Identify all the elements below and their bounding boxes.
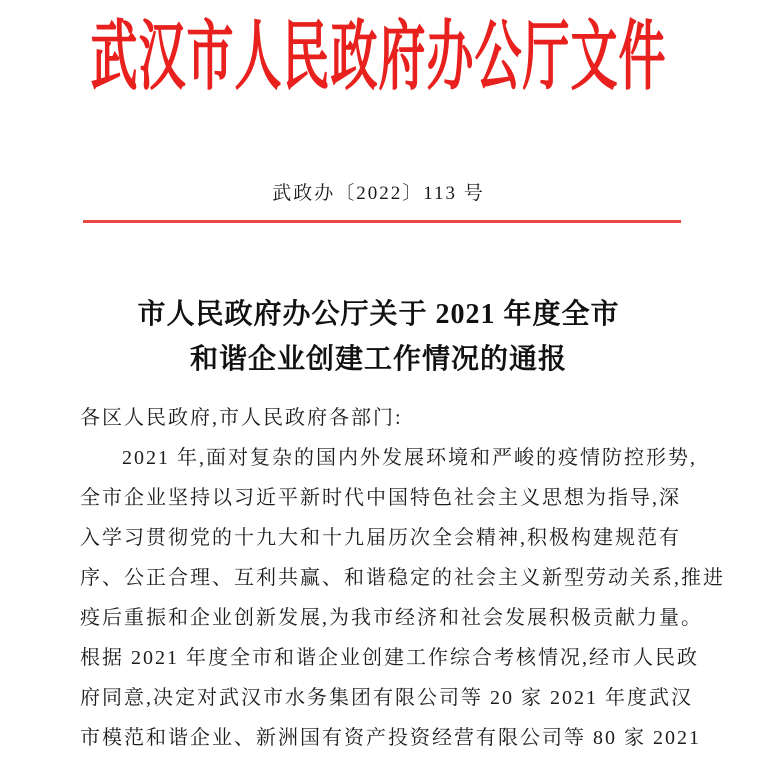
document-title-line2: 和谐企业创建工作情况的通报 <box>189 344 567 375</box>
masthead-title: 武汉市人民政府办公厅文件 <box>90 16 667 101</box>
body-line-4: 序、公正合理、互利共赢、和谐稳定的社会主义新型劳动关系,推进 <box>80 567 725 589</box>
body-line-1: 2021 年,面对复杂的国内外发展环境和严峻的疫情防控形势, <box>122 447 697 469</box>
body-line-8: 市模范和谐企业、新洲国有资产投资经营有限公司等 80 家 2021 <box>80 727 701 749</box>
body-line-3: 入学习贯彻党的十九大和十九届历次全会精神,积极构建规范有 <box>80 527 681 549</box>
body-line-7: 府同意,决定对武汉市水务集团有限公司等 20 家 2021 年度武汉 <box>80 687 693 709</box>
document-number: 武政办〔2022〕113 号 <box>272 183 485 204</box>
salutation-line: 各区人民政府,市人民政府各部门: <box>80 407 403 429</box>
body-line-5: 疫后重振和企业创新发展,为我市经济和社会发展积极贡献力量。 <box>80 607 703 629</box>
document-body <box>80 398 725 757</box>
document-title-line1: 市人民政府办公厅关于 2021 年度全市 <box>137 299 620 330</box>
body-line-6: 根据 2021 年度全市和谐企业创建工作综合考核情况,经市人民政 <box>80 647 699 669</box>
body-line-2: 全市企业坚持以习近平新时代中国特色社会主义思想为指导,深 <box>80 487 681 509</box>
document-title <box>0 292 757 382</box>
red-divider-line <box>83 220 681 223</box>
